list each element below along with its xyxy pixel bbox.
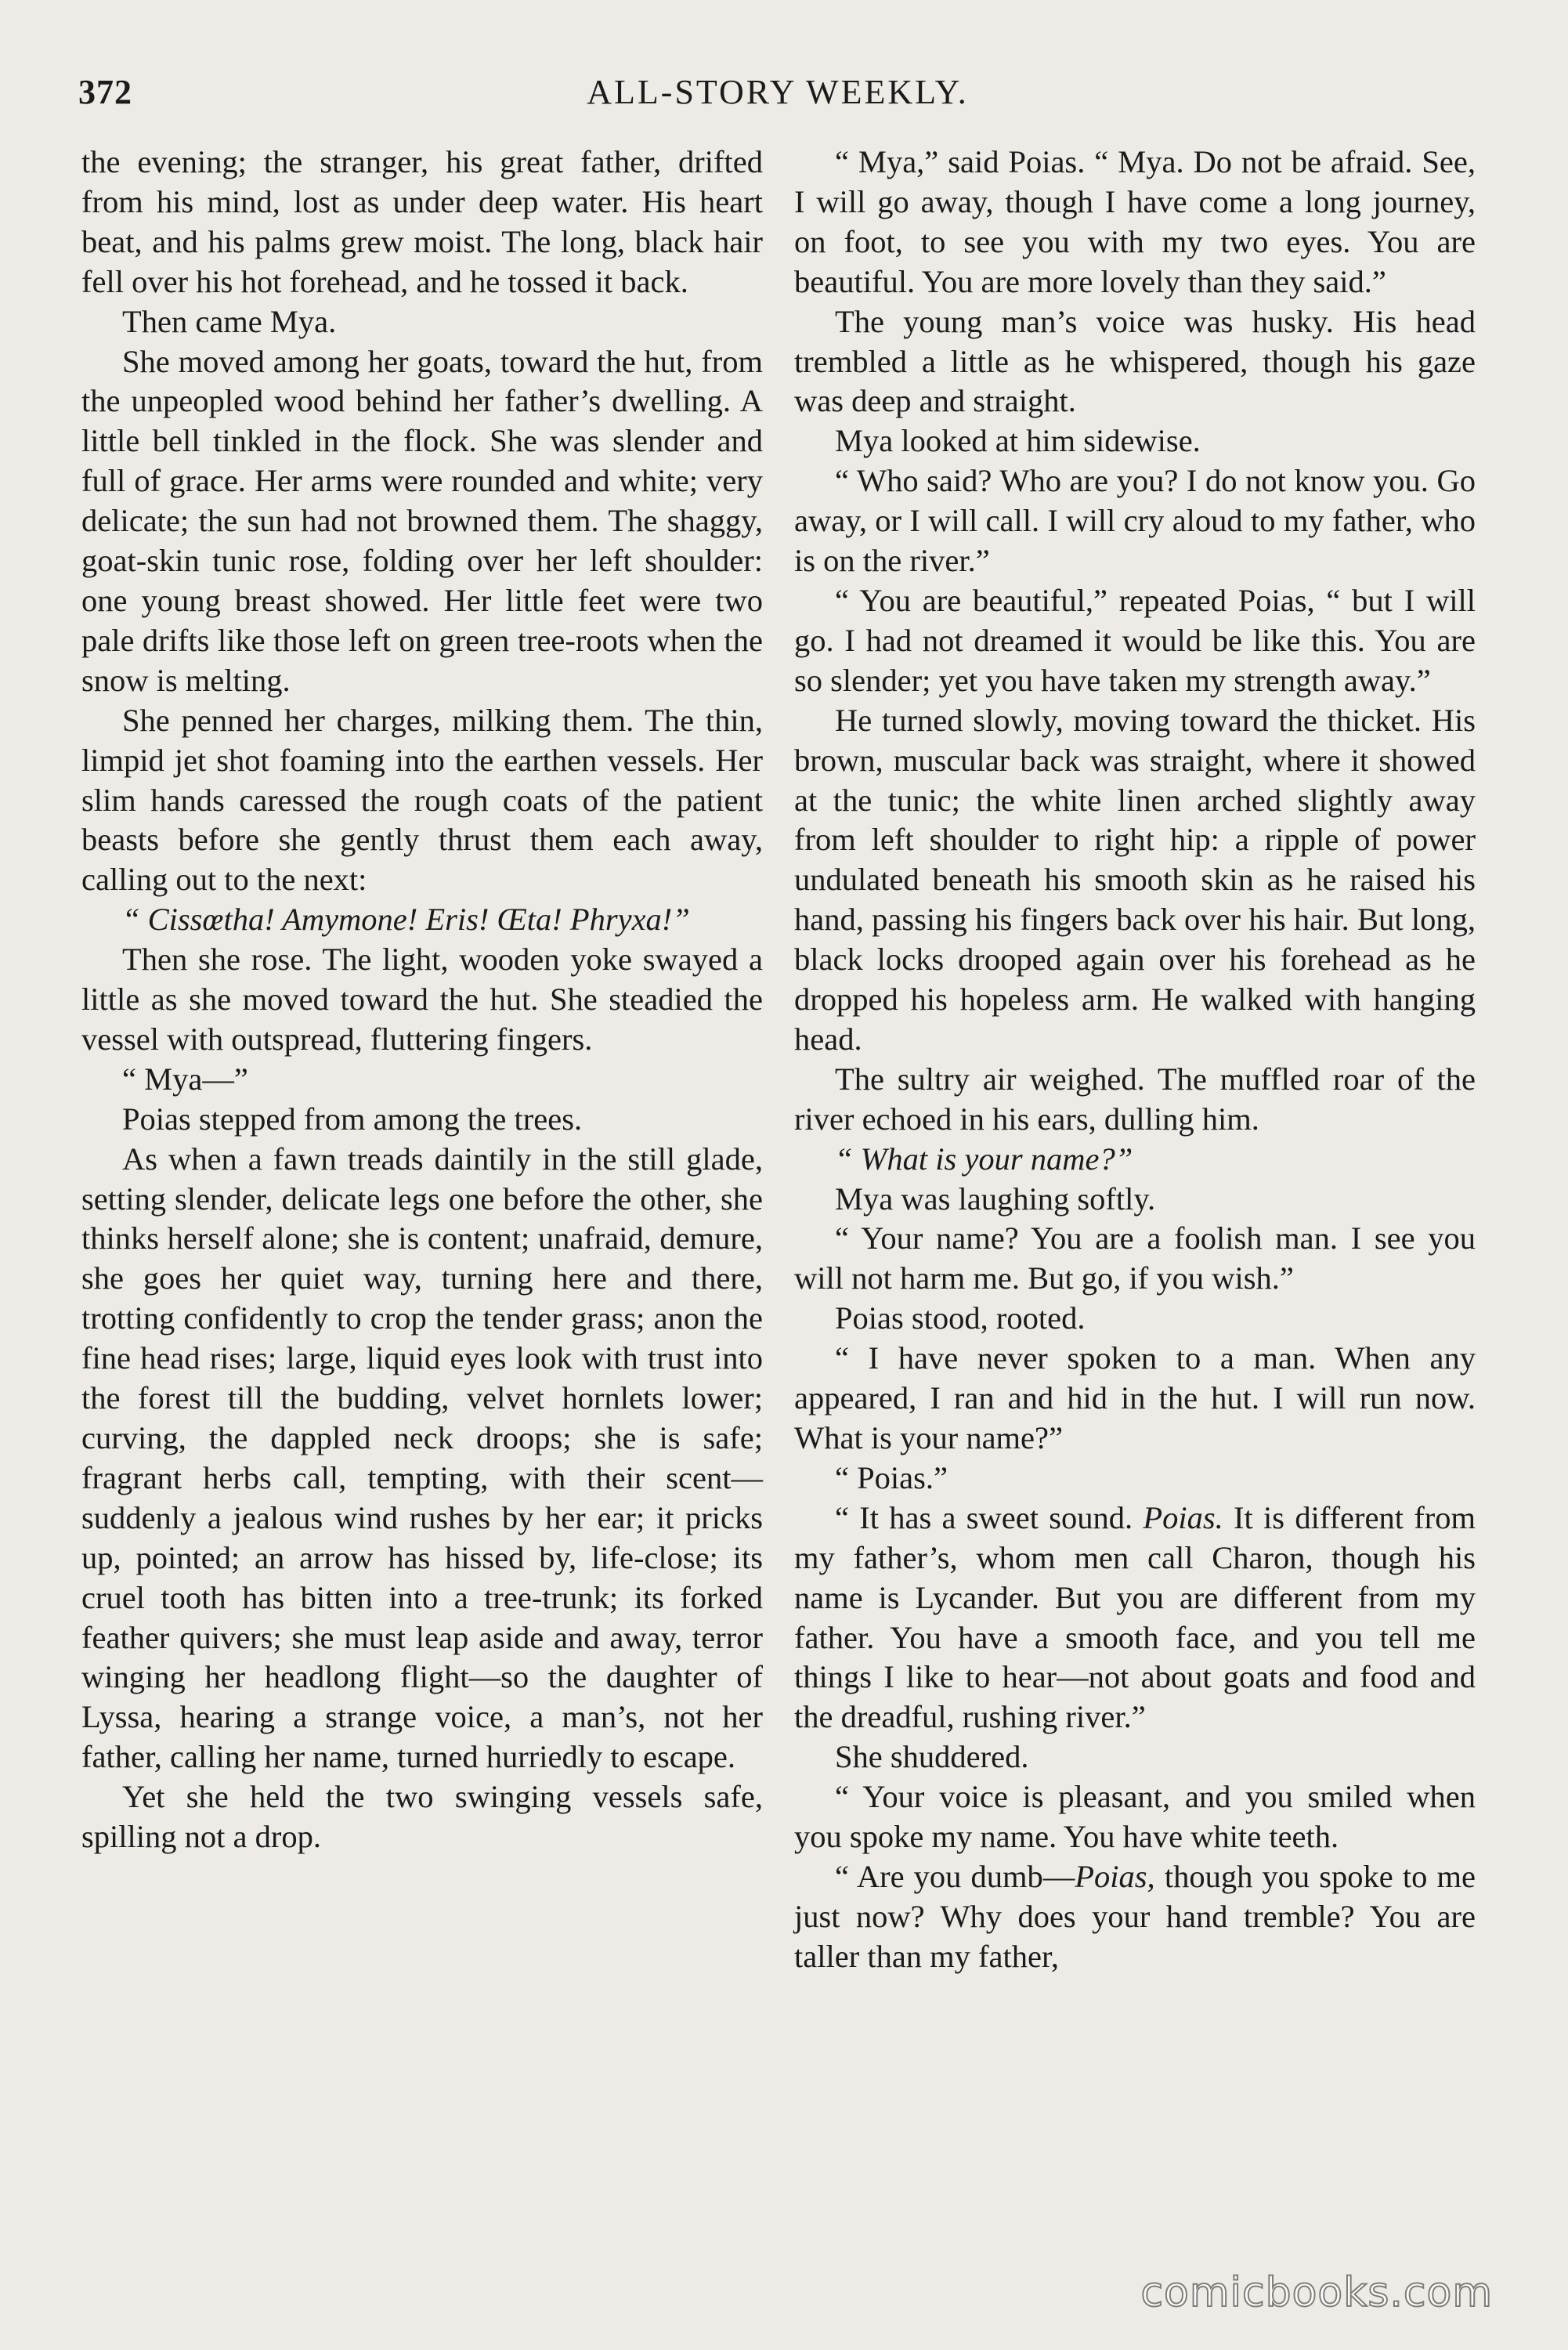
paragraph: “ You are beautiful,” repeated Poias, “ but I will go. I had not dreamed it would be like this. You are so slender; yet you have taken my strength away.” xyxy=(794,582,1476,698)
paragraph: Then she rose. The light, wooden yoke swayed a little as she moved toward the hut. She steadied the vessel with outspread, fluttering fingers. xyxy=(81,942,763,1057)
paragraph: He turned slowly, moving toward the thicket. His brown, muscular back was straight, where it showed at the tunic; the white linen arched slightly away from left shoulder to right hip: a ripple of power undulated beneath his smooth skin as he raised his hand, passing his fingers back over his hair. But long, black locks drooped again over his forehead as he dropped his hopeless arm. He walked with hanging head. xyxy=(794,702,1476,1057)
paragraph: Yet she held the two swinging vessels safe, spilling not a drop. xyxy=(81,1779,763,1855)
italic-question-paragraph: “ What is your name?” xyxy=(835,1141,1133,1177)
paragraph: “ Mya—” xyxy=(122,1061,248,1097)
text-span: It is different from my father’s, whom men call Charon, though his name is Lycander. But you are different from my father. You have a smooth face, and you tell me things I like to hear—not about goats and food and the dreadful, rushing river.” xyxy=(794,1499,1476,1735)
page-number: 372 xyxy=(78,73,132,111)
paragraph: She shuddered. xyxy=(835,1739,1029,1775)
watermark-logo: comicbooks.com xyxy=(1140,2269,1493,2316)
paragraph: the evening; the stranger, his great father, drifted from his mind, lost as under deep water. His heart beat, and his palms grew moist. The long, black hair fell over his hot forehead, and he tossed it back. xyxy=(81,144,763,299)
italic-name: Poias, xyxy=(1075,1858,1155,1894)
text-span: “ Are you dumb— xyxy=(835,1858,1075,1894)
right-column xyxy=(794,143,1476,1977)
paragraph: “ Poias.” xyxy=(835,1459,948,1495)
paragraph: Then came Mya. xyxy=(122,303,337,339)
italic-name: Poias. xyxy=(1143,1499,1223,1535)
paragraph: “ Who said? Who are you? I do not know you. Go away, or I will call. I will cry aloud to my father, who is on the river.” xyxy=(794,463,1476,579)
page-header xyxy=(78,72,1477,119)
paragraph: Mya was laughing softly. xyxy=(835,1180,1156,1217)
text-span: though you spoke to me just now? Why does your hand tremble? You are taller than my father, xyxy=(794,1858,1476,1974)
paragraph: She moved among her goats, toward the hut, from the unpeopled wood behind her father’s dwelling. A little bell tinkled in the flock. She was slender and full of grace. Her arms were rounded and white; very delicate; the sun had not browned them. The shaggy, goat-skin tunic rose, folding over her left shoulder: one young breast showed. Her little feet were two pale drifts like those left on green tree-roots when the snow is melting. xyxy=(81,343,763,698)
paragraph xyxy=(794,1857,1476,1977)
paragraph: “ I have never spoken to a man. When any appeared, I ran and hid in the hut. I will run now. What is your name?” xyxy=(794,1340,1476,1455)
paragraph: Poias stepped from among the trees. xyxy=(122,1101,583,1137)
goat-names-paragraph: “ Cissœtha! Amymone! Eris! Œta! Phryxa!” xyxy=(122,902,690,938)
paragraph: The sultry air weighed. The muffled roar of the river echoed in his ears, dulling him. xyxy=(794,1061,1476,1137)
paragraph: Mya looked at him sidewise. xyxy=(835,423,1201,459)
paragraph: The young man’s voice was husky. His head trembled a little as he whispered, though his gaze was deep and straight. xyxy=(794,303,1476,419)
text-span: “ It has a sweet sound. xyxy=(835,1499,1133,1535)
paragraph: “ Your name? You are a foolish man. I see you will not harm me. But go, if you wish.” xyxy=(794,1220,1476,1296)
left-column xyxy=(81,143,763,1857)
running-title: ALL-STORY WEEKLY. xyxy=(587,73,969,111)
paragraph: Poias stood, rooted. xyxy=(835,1300,1086,1336)
paragraph: “ Mya,” said Poias. “ Mya. Do not be afraid. See, I will go away, though I have come a long journey, on foot, to see you with my two eyes. You are beautiful. You are more lovely than they said.” xyxy=(794,144,1476,299)
paragraph xyxy=(794,1499,1476,1737)
paragraph: “ Your voice is pleasant, and you smiled when you spoke my name. You have white teeth. xyxy=(794,1779,1476,1855)
paragraph: As when a fawn treads daintily in the still glade, setting slender, delicate legs one before the other, she thinks herself alone; she is content; unafraid, demure, she goes her quiet way, turning here and there, trotting confidently to crop the tender grass; anon the fine head rises; large, liquid eyes look with trust into the forest till the budding, velvet hornlets lower; curving, the dappled neck droops; she is safe; fragrant herbs call, tempting, with their scent—suddenly a jealous wind rushes by her ear; it pricks up, pointed; an arrow has hissed by, life-close; its cruel tooth has bitten into a tree-trunk; its forked feather quivers; she must leap aside and away, terror winging her headlong flight—so the daughter of Lyssa, hearing a strange voice, a man’s, not her father, calling her name, turned hurriedly to escape. xyxy=(81,1141,763,1775)
paragraph: She penned her charges, milking them. The thin, limpid jet shot foaming into the earthen vessels. Her slim hands caressed the rough coats of the patient beasts before she gently thrust them each away, calling out to the next: xyxy=(81,702,763,898)
